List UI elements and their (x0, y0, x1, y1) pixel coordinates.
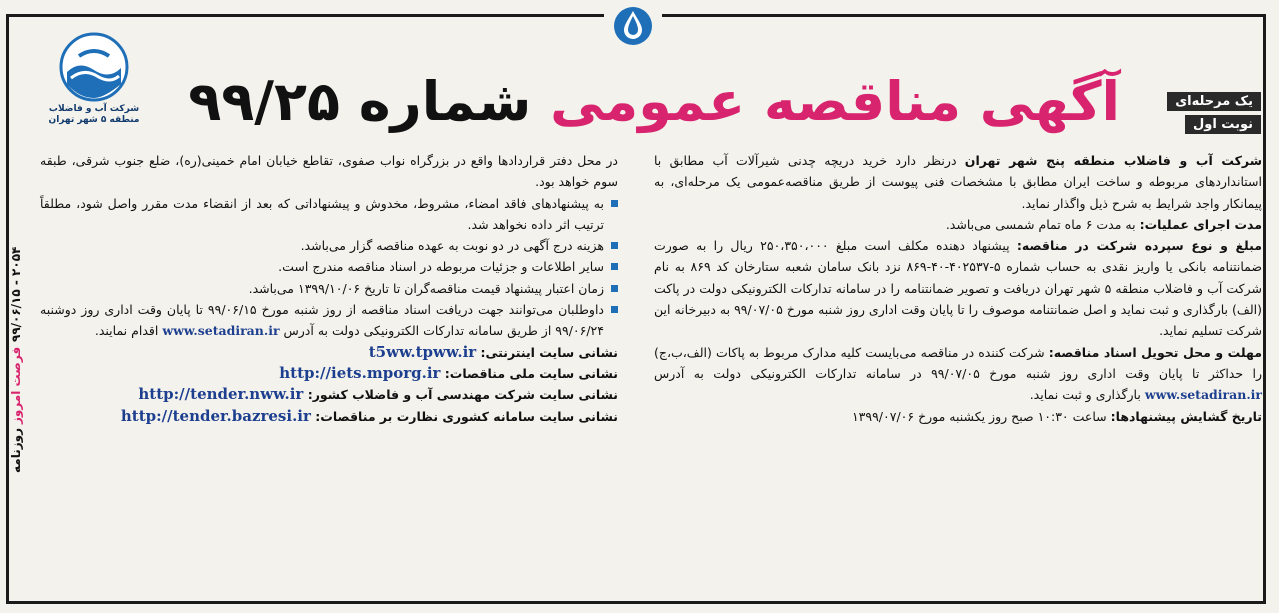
bullet-item: به پیشنهادهای فاقد امضاء، مشروط، مخدوش و پیشنهاداتی که بعد از انقضاء مدت مقرر واصل شود، مطلقاً ترتیب اثر داده نخواهد شد. (40, 193, 618, 236)
bullet-item: زمان اعتبار پیشنهاد قیمت مناقصه‌گران تا تاریخ ۱۳۹۹/۱۰/۰۶ می‌باشد. (40, 278, 618, 299)
right-column (654, 150, 1262, 574)
stage-labels (1121, 92, 1261, 144)
bullet-item: داوطلبان می‌توانند جهت دریافت اسناد مناقصه از روز شنبه مورخ ۹۹/۰۶/۱۵ تا پایان وقت اداری روز دوشنبه ۹۹/۰۶/۲۴ از طریق سامانه تدارکات الکترونیکی دولت به آدرس www.setadiran.ir اقدام نمایند. (40, 299, 618, 342)
guarantee-paragraph: مبلغ و نوع سپرده شرکت در مناقصه: پیشنهاد دهنده مکلف است مبلغ ۲۵۰،۳۵۰،۰۰۰ ریال را به صورت ضمانتنامه بانکی یا واریز نقدی به حساب شماره ۵-۴۰۲۵۳۷-۴۰-۸۶۹ نزد بانک سامان شعبه ستارخان کد ۸۶۹ به نام شرکت آب و فاضلاب منطقه ۵ شهر تهران دریافت و تصویر ضمانتنامه را در سامانه تدارکات الکترونیکی دولت در پاکت (الف) بارگذاری و ثبت نماید و اصل ضمانتنامه موصوف را تا پایان وقت اداری روز شنبه مورخ ۹۹/۰۷/۰۵ به دبیرخانه این شرکت تسلیم نماید. (654, 238, 1262, 339)
company-logo (38, 32, 150, 144)
ad-title (188, 62, 1120, 142)
duration-paragraph: مدت اجرای عملیات: به مدت ۶ ماه تمام شمسی می‌باشد. (945, 216, 1262, 232)
deadline-paragraph: مهلت و محل تحویل اسناد مناقصه: شرکت کننده در مناقصه می‌بایست کلیه مدارک مربوط به پاکات (الف،ب،ج) را حداکثر تا پایان وقت اداری روز شنبه مورخ ۹۹/۰۷/۰۵ در سامانه تدارکات الکترونیکی دولت به آدرس www.setadiran.ir بارگذاری و ثبت نماید. (654, 344, 1262, 403)
water-wave-logo-icon (59, 32, 129, 102)
bullet-item: هزینه درج آگهی در دو نوبت به عهده مناقصه گزار می‌باشد. (40, 235, 618, 256)
logo-caption: شرکت آب و فاضلاب منطقه ۵ شهر تهران (48, 104, 140, 125)
site-link[interactable]: http://iets.mporg.ir (279, 363, 441, 382)
intro-paragraph: شرکت آب و فاضلاب منطقه پنج شهر تهران درنظر دارد خرید دریچه چدنی شیرآلات آب مطابق با استانداردهای مربوطه و ساخت ایران مطابق با مشخصات فنی پیوست از طریق مناقصه‌عمومی یک مرحله‌ای، به پیمانکار واجد شرایط به شرح ذیل واگذار نماید. (654, 153, 1262, 211)
title-main: آگهی مناقصه عمومی (550, 70, 1120, 133)
site-row: نشانی سایت شرکت مهندسی آب و فاضلاب کشور: http://tender.nww.ir (138, 385, 618, 404)
newspaper-margin-label: روزنامه فرصت امروز ۹۹/۰۶/۱۵ - ۲۰۵۴ (9, 247, 23, 473)
site-row: نشانی سایت اینترنتی: t5ww.tpww.ir (368, 342, 618, 361)
setadiran-link[interactable]: www.setadiran.ir (162, 323, 280, 339)
water-drop-icon (604, 0, 662, 50)
site-link[interactable]: t5ww.tpww.ir (368, 342, 477, 361)
site-row: نشانی سایت ملی مناقصات: http://iets.mporg.ir (279, 363, 618, 382)
round-label: نوبت اول (1185, 115, 1261, 134)
stage-label: یک مرحله‌ای (1167, 92, 1261, 111)
site-link[interactable]: http://tender.nww.ir (138, 385, 304, 404)
bullet-item: سایر اطلاعات و جزئیات مربوطه در اسناد مناقصه مندرج است. (40, 256, 618, 277)
opening-paragraph: تاریخ گشایش پیشنهادها: ساعت ۱۰:۳۰ صبح روز یکشنبه مورخ ۱۳۹۹/۰۷/۰۶ (851, 408, 1262, 424)
location-paragraph: در محل دفتر قراردادها واقع در بزرگراه نواب صفوی، تقاطع خیابان امام خمینی(ره)، ضلع جنوب شرقی، طبقه سوم خواهد بود. (40, 153, 618, 190)
left-column (40, 150, 618, 574)
setadiran-link[interactable]: www.setadiran.ir (1144, 387, 1262, 403)
title-number: شماره ۹۹/۲۵ (188, 70, 532, 133)
site-row: نشانی سایت سامانه کشوری نظارت بر مناقصات: http://tender.bazresi.ir (120, 406, 618, 425)
site-link[interactable]: http://tender.bazresi.ir (120, 406, 311, 425)
